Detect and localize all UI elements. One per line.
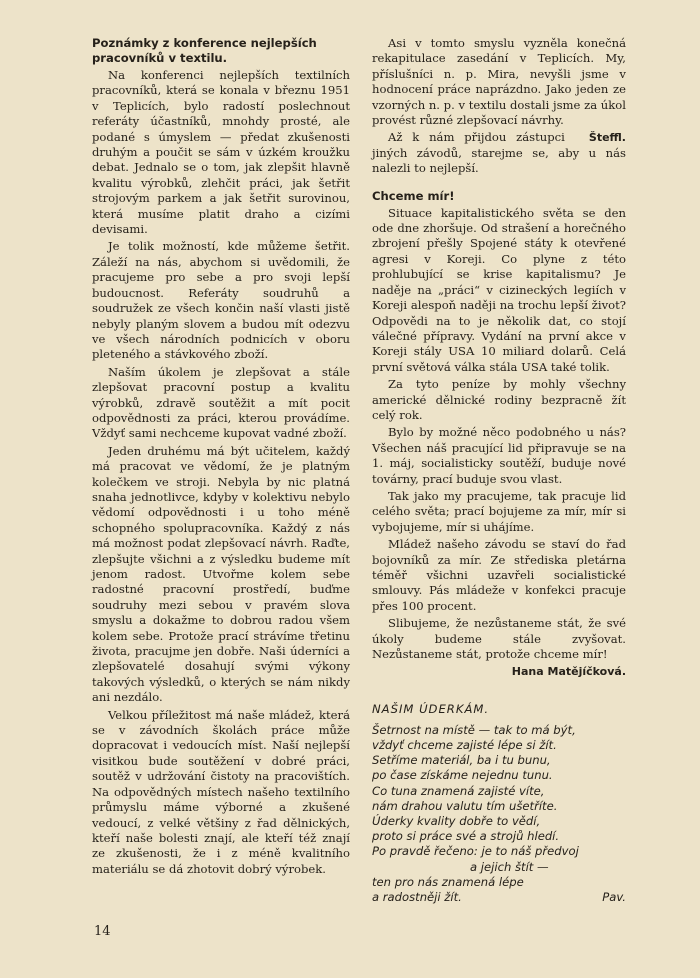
paragraph: Slibujeme, že nezůstaneme stát, že své úkoly budeme stále zvyšovat. Nezůstaneme stát, protože chceme mír! — [372, 616, 626, 662]
paragraph — [372, 130, 626, 176]
poem-line: a jejich štít — — [470, 859, 549, 874]
poem-line: proto si práce své a strojů hledí. — [372, 829, 560, 844]
poem-line: ten pro nás znamená lépe — [372, 874, 524, 889]
paragraph: Jeden druhému má být učitelem, každý má pracovat ve vědomí, že je platným kolečkem ve stroji. Nebyla by nic platná snaha jednotlivce, kdyby v kolektivu nebylo vědomí odpovědnosti i u toho méně schopného spolupracovníka. Každý z nás má možnost podat zlepšovací návrh. Raďte, zlepšujte všichni a z výsledku budeme mít jenom radost. Utvořme kolem sebe radostné pracovní prostředí, buďme soudruhy mezi sebou v pravém slova smyslu a dokažme to dobrou radou všem kolem sebe. Protože prací strávíme třetinu života, pracujme jen dobře. Naši úderníci a zlepšovatelé dosahují svými výkony takových výsledků, o kterých se nám nikdy ani nezdálo. — [92, 443, 350, 705]
poem-line: Po pravdě řečeno: je to náš předvoj — [372, 844, 579, 859]
poem-signature: Pav. — [602, 890, 626, 905]
paragraph: Za tyto peníze by mohly všechny americké dělnické rodiny bezpracně žít celý rok. — [372, 377, 626, 422]
poem-line: vždyť chceme zajisté lépe si žít. — [372, 738, 557, 753]
paragraph: Bylo by možné něco podobného u nás? Všechen náš pracující lid připravuje se na 1. máj, socialisticky soutěží, buduje nové továrny, prací buduje svou vlast. — [372, 425, 626, 486]
left-column — [92, 36, 350, 877]
paragraph: Mládež našeho závodu se staví do řad bojovníků za mír. Ze střediska pletárna téměř všichni uzavřeli socialistické smlouvy. Pás mládeže v konfekci pracuje přes 100 procent. — [372, 537, 626, 613]
paragraph-text: Až k nám přijdou zástupci jiných závodů, starejme se, aby u nás nalezli to nejlepší. — [372, 130, 626, 176]
paragraph: Na konferenci nejlepších textilních pracovníků, která se konala v březnu 1951 v Teplicích, bylo radostí poslechnout referáty účastníků, mnohdy prosté, ale podané s úmyslem — předat zkušenosti druhým a poučit se sám v úzkém kroužku debat. Jednalo se o tom, jak zlepšit hlavně kvalitu výrobků, zlehčit práci, jak šetřit strojovým parkem a jak šetřit surovinou, která musíme platit draho a cizími devisami. — [92, 68, 350, 237]
poem-line: nám drahou valutu tím ušetříte. — [372, 798, 558, 813]
poem-line — [372, 890, 626, 905]
page-number: 14 — [94, 924, 111, 939]
paragraph: Asi v tomto smyslu vyzněla konečná rekapitulace zasedání v Teplicích. My, příslušníci n. p. Mira, nevyšli jsme v hodnocení práce naprázdno. Jako jeden ze vzorných n. p. v textilu dostali jsme za úkol provést různé zlepšovací návrhy. — [372, 36, 626, 128]
right-column — [372, 36, 626, 905]
paragraph: Tak jako my pracujeme, tak pracuje lid celého světa; prací bojujeme za mír, mír si vybojujeme, mír si uhájíme. — [372, 488, 626, 534]
poem-title: NAŠIM ÚDERKÁM. — [372, 701, 490, 716]
author-signature: Hana Matějíčková. — [511, 665, 626, 679]
poem-line: Setříme materiál, ba i tu bunu, — [372, 753, 551, 768]
paragraph: Naším úkolem je zlepšovat a stále zlepšovat pracovní postup a kvalitu výrobků, zdravě soutěžit a mít pocit odpovědnosti za práci, kterou provádíme. Vždyť sami nechceme kupovat vadné zboží. — [92, 364, 350, 441]
article-title: Chceme mír! — [372, 188, 455, 203]
poem-line: Šetrnost na místě — tak to má být, — [372, 722, 576, 737]
signature-line — [372, 664, 626, 679]
poem-line: Co tuna znamená zajisté víte, — [372, 783, 545, 798]
paragraph: Velkou příležitost má naše mládež, která se v závodních školách práce může dopracovat i vedoucích míst. Naší nejlepší visitkou bude soutěžení v dobré práci, soutěž v udržování čistoty na pracovištích. Na odpovědných místech našeho textilního průmyslu máme výborné a zkušené vedoucí, z velké většiny z řad dělnických, kteří naše bolesti znají, ale kteří též znají ze zkušenosti, že i z méně kvalitního materiálu se dá zhotovit dobrý výrobek. — [92, 707, 350, 876]
poem-line: Úderky kvality dobře to vědí, — [372, 814, 541, 829]
poem-line-text: a radostněji žít. — [372, 890, 462, 905]
paragraph: Situace kapitalistického světa se den ode dne zhoršuje. Od strašení a horečného zbrojení přešly Spojené státy k otevřené agresi v Koreji. Co plyne z této prohlubující se krise kapitalismu? Je naděje na „práci“ v cizineckých legiích v Koreji alespoň naději na trochu lepší život? Odpovědi na to je několik dat, co stojí válečné přípravy. Vydání na první akce v Koreji stály USA 10 miliard dolarů. Celá první světová válka stála USA také tolik. — [372, 205, 626, 374]
paragraph: Je tolik možností, kde můžeme šetřit. Záleží na nás, abychom si uvědomili, že pracujeme pro sebe a pro svoji lepší budoucnost. Referáty soudruhů a soudružek ze všech končin naší vlasti jistě nebyly planým slovem a budou mít odezvu ve všech národních podnicích v oboru pleteného a stávkového zboží. — [92, 239, 350, 362]
article-title: Poznámky z konference nejlepších pracovníků v textilu. — [92, 36, 317, 65]
author-signature: Šteffl. — [588, 131, 626, 145]
poem — [372, 702, 626, 905]
poem-line: po čase získáme nejednu tunu. — [372, 768, 553, 783]
